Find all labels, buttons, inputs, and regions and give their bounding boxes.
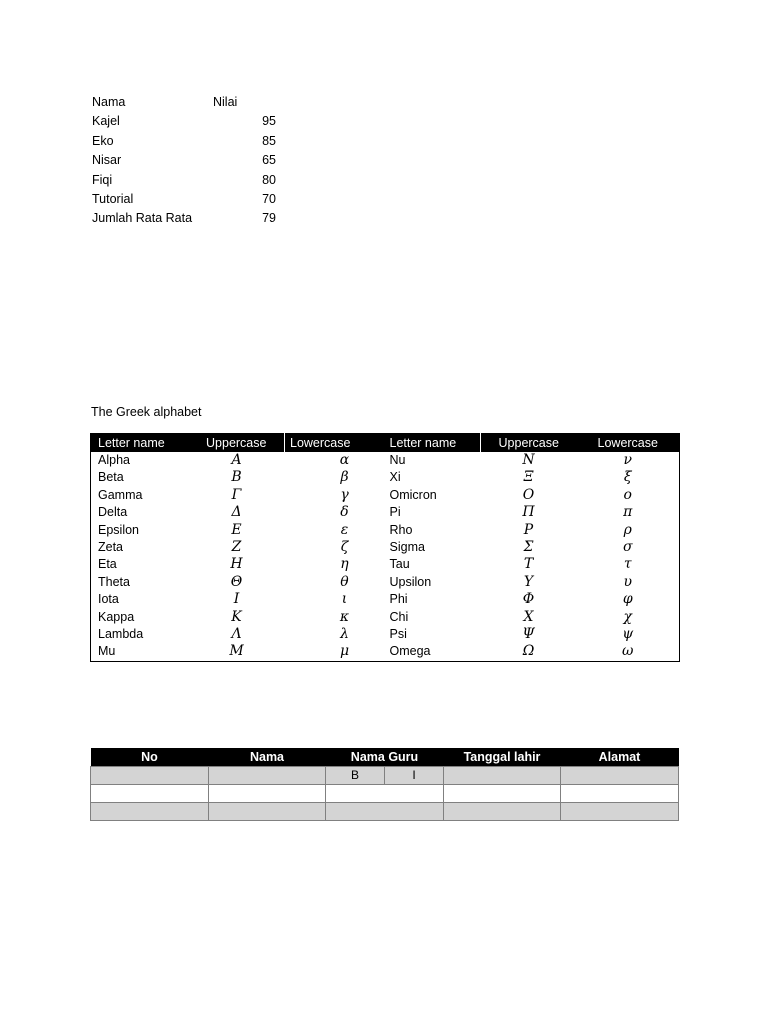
greek-caption: The Greek alphabet: [91, 405, 202, 419]
uppercase-cell: Ο: [522, 486, 535, 503]
score-row: [92, 190, 292, 209]
lowercase-cell: λ: [340, 626, 349, 643]
letter-name-cell: Mu: [98, 644, 116, 659]
letter-name-cell: Theta: [98, 574, 130, 589]
score-list: [92, 93, 292, 229]
uppercase-cell: Ζ: [231, 539, 242, 556]
col-header-uppercase: Uppercase: [189, 434, 285, 453]
uppercase-cell: Ξ: [523, 469, 534, 486]
uppercase-cell: Μ: [229, 643, 244, 660]
greek-row: [91, 487, 680, 504]
score-name: Eko: [92, 133, 114, 148]
table-cell[interactable]: [444, 803, 561, 821]
lowercase-cell: υ: [623, 573, 632, 590]
uppercase-cell: Α: [231, 452, 242, 468]
teacher-row: [91, 785, 679, 803]
teacher-header-row: [91, 748, 679, 767]
uppercase-cell: Φ: [522, 591, 535, 608]
uppercase-cell: Η: [230, 556, 243, 573]
col-header-lowercase: Lowercase: [285, 434, 383, 453]
table-cell[interactable]: [209, 785, 326, 803]
uppercase-cell: Β: [231, 469, 242, 486]
score-value: 79: [262, 211, 276, 226]
letter-name-cell: Kappa: [98, 609, 135, 624]
col-header-tanggal-lahir: Tanggal lahir: [444, 748, 561, 767]
split-cell: [326, 767, 443, 784]
letter-name-cell: Omicron: [389, 487, 437, 502]
letter-name-cell: Sigma: [389, 540, 425, 555]
greek-row: [91, 574, 680, 591]
col-header-letter-name: Letter name: [383, 434, 481, 453]
lowercase-cell: ψ: [622, 626, 634, 643]
subcell-b: B: [326, 767, 385, 784]
lowercase-cell: ο: [623, 486, 632, 503]
uppercase-cell: Υ: [523, 573, 534, 590]
lowercase-cell: φ: [622, 591, 633, 608]
lowercase-cell: ξ: [623, 469, 632, 486]
greek-row: [91, 469, 680, 486]
letter-name-cell: Gamma: [98, 487, 143, 502]
uppercase-cell: Δ: [231, 504, 242, 521]
col-header-lowercase: Lowercase: [577, 434, 680, 453]
letter-name-cell: Epsilon: [98, 522, 139, 537]
letter-name-cell: Nu: [389, 453, 406, 467]
score-row: [92, 112, 292, 131]
letter-name-cell: Omega: [389, 644, 431, 659]
letter-name-cell: Eta: [98, 557, 117, 572]
teacher-row: [91, 803, 679, 821]
greek-row: [91, 609, 680, 626]
score-name: Tutorial: [92, 191, 134, 206]
score-value: 95: [262, 114, 276, 129]
greek-row: [91, 452, 680, 469]
table-cell[interactable]: [91, 785, 209, 803]
lowercase-cell: ε: [340, 521, 349, 538]
uppercase-cell: Τ: [523, 556, 534, 573]
letter-name-cell: Chi: [389, 609, 409, 624]
lowercase-cell: α: [339, 452, 350, 468]
lowercase-cell: η: [340, 556, 349, 573]
table-cell[interactable]: [326, 785, 444, 803]
letter-name-cell: Delta: [98, 505, 128, 520]
uppercase-cell: Ι: [233, 591, 240, 608]
score-row-total: [92, 209, 292, 228]
score-value: 85: [262, 133, 276, 148]
letter-name-cell: Phi: [389, 592, 408, 607]
score-name: Nisar: [92, 153, 122, 168]
uppercase-cell: Ψ: [522, 626, 535, 643]
greek-header-row: [91, 434, 680, 453]
uppercase-cell: Ω: [522, 643, 535, 660]
uppercase-cell: Χ: [523, 608, 534, 625]
score-value: 70: [262, 191, 276, 206]
letter-name-cell: Xi: [389, 470, 401, 485]
lowercase-cell: θ: [340, 573, 349, 590]
score-value: 65: [262, 153, 276, 168]
col-header-nama: Nama: [209, 748, 326, 767]
letter-name-cell: Tau: [389, 557, 410, 572]
lowercase-cell: δ: [340, 504, 349, 521]
score-name: Kajel: [92, 114, 120, 129]
lowercase-cell: ω: [622, 643, 634, 660]
uppercase-cell: Ν: [522, 452, 535, 468]
table-cell-split[interactable]: [326, 767, 444, 785]
letter-name-cell: Psi: [389, 627, 407, 642]
greek-row: [91, 504, 680, 521]
col-header-uppercase: Uppercase: [481, 434, 577, 453]
letter-name-cell: Beta: [98, 470, 124, 485]
score-row: [92, 171, 292, 190]
table-cell[interactable]: [91, 767, 209, 785]
greek-alphabet-table: [90, 433, 680, 662]
score-value: 80: [262, 172, 276, 187]
uppercase-cell: Σ: [523, 539, 534, 556]
col-header-nama-guru: Nama Guru: [326, 748, 444, 767]
uppercase-cell: Ε: [231, 521, 242, 538]
greek-row: [91, 522, 680, 539]
table-cell[interactable]: [561, 767, 679, 785]
score-name: Jumlah Rata Rata: [92, 211, 193, 226]
lowercase-cell: τ: [623, 556, 632, 573]
table-cell[interactable]: [444, 785, 561, 803]
greek-row: [91, 539, 680, 556]
table-cell[interactable]: [209, 767, 326, 785]
letter-name-cell: Rho: [389, 522, 413, 537]
col-header-letter-name: Letter name: [91, 434, 189, 453]
lowercase-cell: χ: [623, 608, 632, 625]
table-cell[interactable]: [561, 785, 679, 803]
uppercase-cell: Κ: [231, 608, 242, 625]
lowercase-cell: ζ: [340, 539, 349, 556]
greek-row: [91, 591, 680, 608]
score-name: Fiqi: [92, 172, 113, 187]
col-header-no: No: [91, 748, 209, 767]
lowercase-cell: ρ: [623, 521, 632, 538]
letter-name-cell: Iota: [98, 592, 119, 607]
subcell-i: I: [412, 768, 416, 782]
lowercase-cell: σ: [622, 539, 633, 556]
lowercase-cell: β: [340, 469, 349, 486]
uppercase-cell: Π: [522, 504, 535, 521]
table-cell[interactable]: [209, 803, 326, 821]
teacher-table: [90, 748, 679, 821]
greek-row: [91, 643, 680, 661]
lowercase-cell: ν: [623, 452, 632, 468]
score-row: [92, 132, 292, 151]
score-row: [92, 151, 292, 170]
table-cell[interactable]: [444, 767, 561, 785]
letter-name-cell: Alpha: [98, 453, 130, 467]
table-cell[interactable]: [91, 803, 209, 821]
lowercase-cell: κ: [339, 608, 350, 625]
table-cell[interactable]: [326, 803, 444, 821]
uppercase-cell: Ρ: [523, 521, 534, 538]
score-header-row: [92, 93, 292, 112]
lowercase-cell: γ: [340, 486, 349, 503]
uppercase-cell: Λ: [231, 626, 242, 643]
uppercase-cell: Γ: [231, 486, 242, 503]
lowercase-cell: μ: [339, 643, 350, 660]
lowercase-cell: ι: [341, 591, 348, 608]
letter-name-cell: Pi: [389, 505, 401, 520]
letter-name-cell: Lambda: [98, 627, 144, 642]
greek-row: [91, 626, 680, 643]
greek-row: [91, 556, 680, 573]
uppercase-cell: Θ: [230, 573, 243, 590]
letter-name-cell: Upsilon: [389, 574, 432, 589]
col-header-alamat: Alamat: [561, 748, 679, 767]
score-header-name: Nama: [92, 95, 126, 109]
letter-name-cell: Zeta: [98, 540, 124, 555]
score-header-value: Nilai: [213, 95, 238, 109]
table-cell[interactable]: [561, 803, 679, 821]
teacher-row: [91, 767, 679, 785]
lowercase-cell: π: [623, 504, 633, 521]
